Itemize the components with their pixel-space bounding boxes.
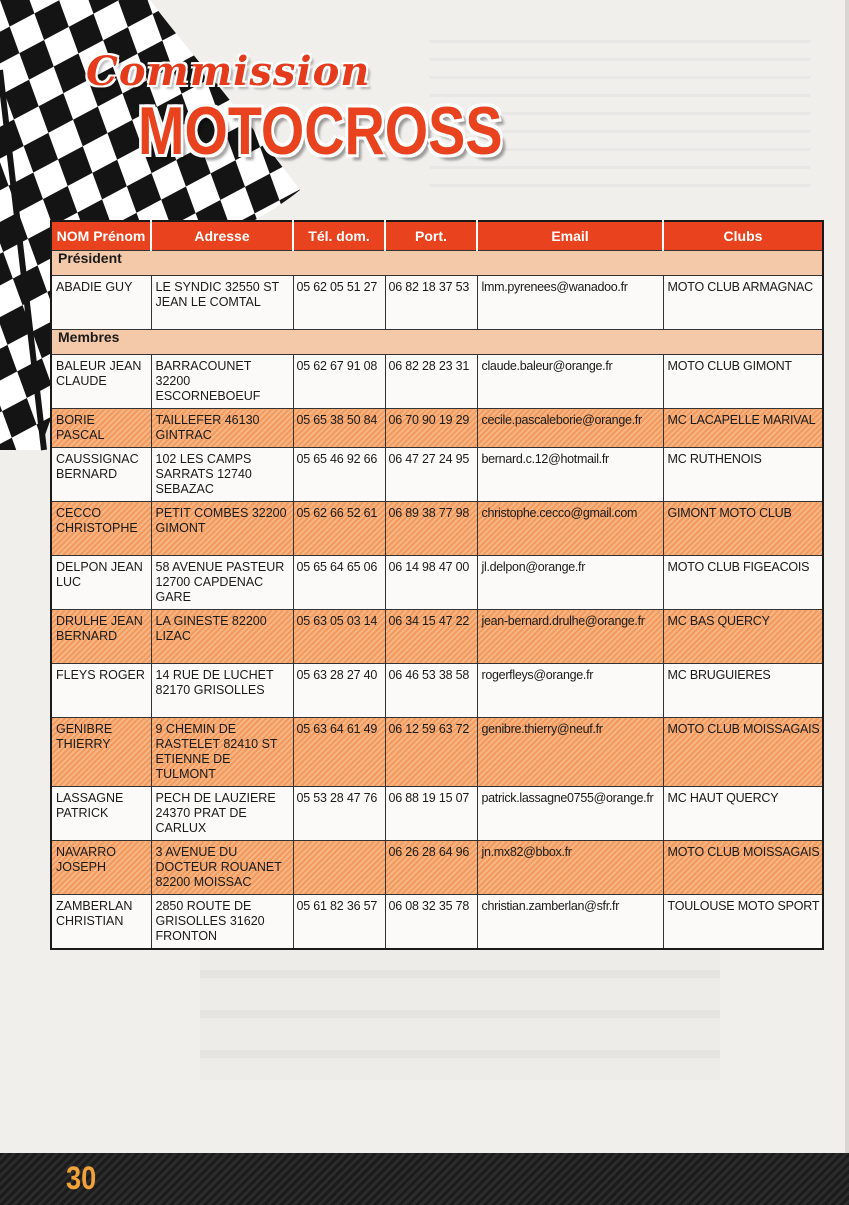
member-address: LA GINESTE 82200 LIZAC: [151, 610, 293, 664]
member-home-phone: 05 62 05 51 27: [293, 276, 385, 330]
member-name: DRULHE JEAN BERNARD: [51, 610, 151, 664]
column-header-port: Port.: [385, 221, 477, 251]
member-name: CAUSSIGNAC BERNARD: [51, 448, 151, 502]
member-mobile-phone: 06 46 53 38 58: [385, 664, 477, 718]
member-home-phone: 05 61 82 36 57: [293, 895, 385, 950]
title-motocross: MOTOCROSS: [138, 93, 503, 169]
member-address: 58 AVENUE PASTEUR 12700 CAPDENAC GARE: [151, 556, 293, 610]
member-club: MOTO CLUB GIMONT: [663, 355, 823, 409]
member-address: 3 AVENUE DU DOCTEUR ROUANET 82200 MOISSAC: [151, 841, 293, 895]
column-header-club: Clubs: [663, 221, 823, 251]
member-mobile-phone: 06 34 15 47 22: [385, 610, 477, 664]
member-name: ZAMBERLAN CHRISTIAN: [51, 895, 151, 950]
member-club: MOTO CLUB MOISSAGAIS: [663, 718, 823, 787]
member-address: 14 RUE DE LUCHET 82170 GRISOLLES: [151, 664, 293, 718]
table-row: [51, 664, 823, 718]
table-header-row: [51, 221, 823, 251]
member-name: LASSAGNE PATRICK: [51, 787, 151, 841]
member-club: GIMONT MOTO CLUB: [663, 502, 823, 556]
member-email: claude.baleur@orange.fr: [477, 355, 663, 409]
member-mobile-phone: 06 12 59 63 72: [385, 718, 477, 787]
member-home-phone: 05 62 66 52 61: [293, 502, 385, 556]
bleed-through-text-bottom: [200, 930, 720, 1080]
member-club: MC BRUGUIERES: [663, 664, 823, 718]
table-row: [51, 355, 823, 409]
member-mobile-phone: 06 08 32 35 78: [385, 895, 477, 950]
member-home-phone: 05 65 64 65 06: [293, 556, 385, 610]
page-number: 30: [66, 1160, 97, 1196]
member-mobile-phone: 06 47 27 24 95: [385, 448, 477, 502]
member-home-phone: 05 63 28 27 40: [293, 664, 385, 718]
member-name: BORIE PASCAL: [51, 409, 151, 448]
table-row: [51, 276, 823, 330]
member-club: MOTO CLUB FIGEACOIS: [663, 556, 823, 610]
member-address: LE SYNDIC 32550 ST JEAN LE COMTAL: [151, 276, 293, 330]
table-row: [51, 409, 823, 448]
member-club: MC RUTHENOIS: [663, 448, 823, 502]
table-row: [51, 787, 823, 841]
member-email: patrick.lassagne0755@orange.fr: [477, 787, 663, 841]
section-title: Président: [51, 251, 823, 276]
member-name: BALEUR JEAN CLAUDE: [51, 355, 151, 409]
member-name: FLEYS ROGER: [51, 664, 151, 718]
member-home-phone: 05 65 46 92 66: [293, 448, 385, 502]
column-header-email: Email: [477, 221, 663, 251]
member-email: jn.mx82@bbox.fr: [477, 841, 663, 895]
member-name: DELPON JEAN LUC: [51, 556, 151, 610]
member-address: 102 LES CAMPS SARRATS 12740 SEBAZAC: [151, 448, 293, 502]
section-title: Membres: [51, 330, 823, 355]
member-email: rogerfleys@orange.fr: [477, 664, 663, 718]
member-club: TOULOUSE MOTO SPORT: [663, 895, 823, 950]
member-email: christophe.cecco@gmail.com: [477, 502, 663, 556]
member-address: TAILLEFER 46130 GINTRAC: [151, 409, 293, 448]
member-home-phone: 05 63 05 03 14: [293, 610, 385, 664]
member-name: GENIBRE THIERRY: [51, 718, 151, 787]
member-mobile-phone: 06 70 90 19 29: [385, 409, 477, 448]
column-header-address: Adresse: [151, 221, 293, 251]
member-address: PETIT COMBES 32200 GIMONT: [151, 502, 293, 556]
member-name: NAVARRO JOSEPH: [51, 841, 151, 895]
footer-bar: [0, 1153, 849, 1205]
member-club: MC HAUT QUERCY: [663, 787, 823, 841]
member-email: lmm.pyrenees@wanadoo.fr: [477, 276, 663, 330]
member-club: MOTO CLUB ARMAGNAC: [663, 276, 823, 330]
member-address: 9 CHEMIN DE RASTELET 82410 ST ETIENNE DE TULMONT: [151, 718, 293, 787]
table-row: [51, 448, 823, 502]
member-home-phone: 05 63 64 61 49: [293, 718, 385, 787]
member-email: cecile.pascaleborie@orange.fr: [477, 409, 663, 448]
member-name: ABADIE GUY: [51, 276, 151, 330]
member-club: MC LACAPELLE MARIVAL: [663, 409, 823, 448]
member-address: 2850 ROUTE DE GRISOLLES 31620 FRONTON: [151, 895, 293, 950]
member-name: CECCO CHRISTOPHE: [51, 502, 151, 556]
member-mobile-phone: 06 88 19 15 07: [385, 787, 477, 841]
member-mobile-phone: 06 26 28 64 96: [385, 841, 477, 895]
table-row: [51, 718, 823, 787]
member-email: bernard.c.12@hotmail.fr: [477, 448, 663, 502]
member-home-phone: 05 65 38 50 84: [293, 409, 385, 448]
member-email: christian.zamberlan@sfr.fr: [477, 895, 663, 950]
contacts-table: [50, 220, 824, 950]
member-email: jean-bernard.drulhe@orange.fr: [477, 610, 663, 664]
member-home-phone: [293, 841, 385, 895]
column-header-tel: Tél. dom.: [293, 221, 385, 251]
title-commission: Commission: [86, 48, 371, 95]
member-mobile-phone: 06 89 38 77 98: [385, 502, 477, 556]
member-mobile-phone: 06 82 28 23 31: [385, 355, 477, 409]
member-email: genibre.thierry@neuf.fr: [477, 718, 663, 787]
table-row: [51, 556, 823, 610]
member-address: PECH DE LAUZIERE 24370 PRAT DE CARLUX: [151, 787, 293, 841]
member-home-phone: 05 62 67 91 08: [293, 355, 385, 409]
member-home-phone: 05 53 28 47 76: [293, 787, 385, 841]
table-row: [51, 841, 823, 895]
table-row: [51, 610, 823, 664]
page-edge: [845, 0, 849, 1205]
section-row: [51, 251, 823, 276]
member-mobile-phone: 06 82 18 37 53: [385, 276, 477, 330]
member-club: MC BAS QUERCY: [663, 610, 823, 664]
table-row: [51, 502, 823, 556]
member-address: BARRACOUNET 32200 ESCORNEBOEUF: [151, 355, 293, 409]
member-club: MOTO CLUB MOISSAGAIS: [663, 841, 823, 895]
table-row: [51, 895, 823, 950]
column-header-name: NOM Prénom: [51, 221, 151, 251]
section-row: [51, 330, 823, 355]
member-mobile-phone: 06 14 98 47 00: [385, 556, 477, 610]
member-email: jl.delpon@orange.fr: [477, 556, 663, 610]
